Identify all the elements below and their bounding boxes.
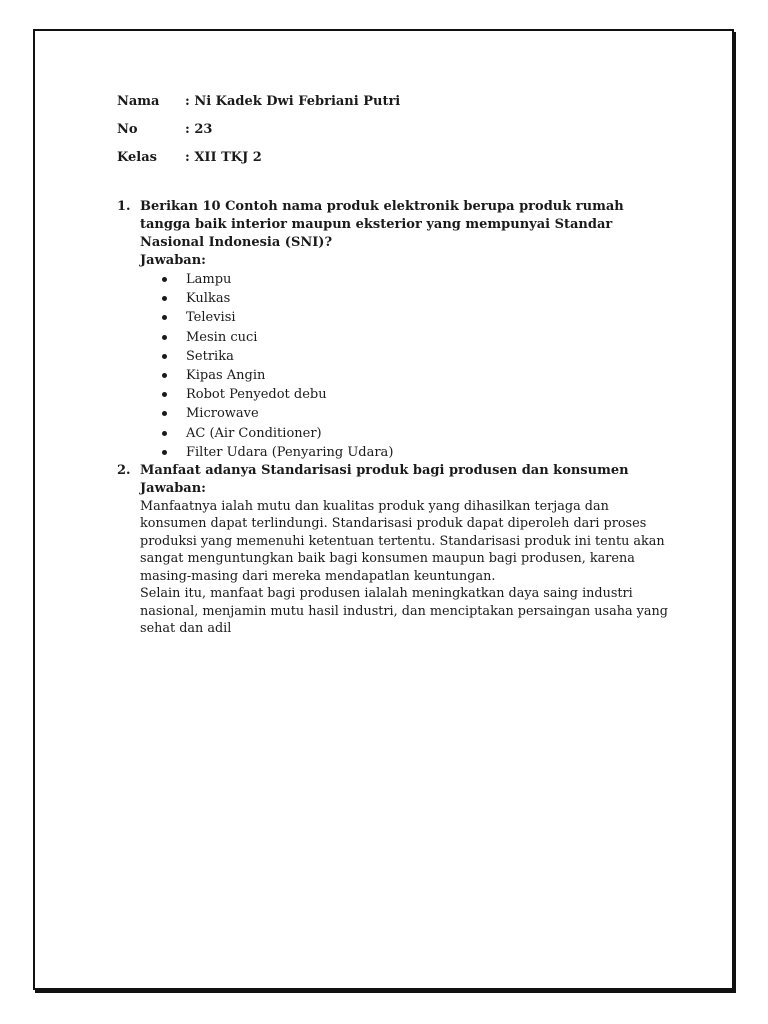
answer-paragraph: Manfaatnya ialah mutu dan kualitas produk yang dihasilkan terjaga dan konsumen dapat terlindungi. Standarisasi produk dapat diperoleh dari proses produksi yang memenuhi ketentuan tertentu. Standarisasi produk ini tentu akan sangat menguntungkan baik bagi konsumen maupun bagi produsen, karena masing-masing dari mereka mendapatlan keuntungan. bbox=[140, 498, 665, 584]
question-1 bbox=[117, 198, 677, 462]
list-item-text: Setrika bbox=[186, 348, 234, 364]
list-item bbox=[162, 424, 677, 443]
list-item-text: Microwave bbox=[186, 406, 259, 422]
bullet-icon bbox=[162, 335, 167, 340]
answer-label: Jawaban: bbox=[140, 480, 206, 496]
kelas-label: Kelas bbox=[117, 149, 157, 165]
list-item bbox=[162, 308, 677, 327]
list-item bbox=[162, 328, 677, 347]
list-item bbox=[162, 404, 677, 423]
list-item-text: Kipas Angin bbox=[186, 367, 266, 383]
list-item bbox=[162, 270, 677, 289]
list-item-text: Filter Udara (Penyaring Udara) bbox=[186, 444, 394, 460]
questions-section bbox=[117, 198, 677, 638]
nama-value: : Ni Kadek Dwi Febriani Putri bbox=[185, 93, 401, 109]
bullet-icon bbox=[162, 354, 167, 359]
answer-paragraph: Selain itu, manfaat bagi produsen ialalah meningkatkan daya saing industri nasional, menjamin mutu hasil industri, dan menciptakan persaingan usaha yang sehat dan adil bbox=[140, 586, 668, 637]
no-label: No bbox=[117, 121, 138, 137]
list-item-text: AC (Air Conditioner) bbox=[186, 425, 322, 441]
list-item bbox=[162, 366, 677, 385]
bullet-icon bbox=[162, 450, 167, 455]
list-item-text: Robot Penyedot debu bbox=[186, 387, 327, 403]
bullet-icon bbox=[162, 373, 167, 378]
info-row-kelas bbox=[117, 143, 400, 171]
list-item-text: Lampu bbox=[186, 272, 232, 287]
bullet-icon bbox=[162, 392, 167, 397]
kelas-value: : XII TKJ 2 bbox=[185, 149, 262, 165]
question-text: Manfaat adanya Standarisasi produk bagi produsen dan konsumen bbox=[140, 462, 629, 478]
bullet-icon bbox=[162, 431, 167, 436]
list-item bbox=[162, 289, 677, 308]
question-2 bbox=[117, 462, 677, 638]
bullet-icon bbox=[162, 296, 167, 301]
list-item-text: Kulkas bbox=[186, 291, 231, 307]
list-item-text: Mesin cuci bbox=[186, 329, 258, 345]
list-item bbox=[162, 385, 677, 404]
info-row-nama bbox=[117, 87, 400, 115]
list-item bbox=[162, 347, 677, 366]
answer-list bbox=[140, 270, 677, 462]
question-number: 2. bbox=[117, 462, 131, 478]
answer-label: Jawaban: bbox=[140, 253, 206, 268]
list-item-text: Televisi bbox=[186, 310, 236, 326]
info-row-no bbox=[117, 115, 400, 143]
bullet-icon bbox=[162, 315, 167, 320]
no-value: : 23 bbox=[185, 121, 213, 137]
bullet-icon bbox=[162, 411, 167, 416]
list-item bbox=[162, 443, 677, 462]
bullet-icon bbox=[162, 277, 167, 282]
student-info bbox=[117, 87, 400, 171]
nama-label: Nama bbox=[117, 93, 160, 109]
question-text: Berikan 10 Contoh nama produk elektronik berupa produk rumah tangga baik interior maupun eksterior yang mempunyai Standar Nasional Indonesia (SNI)? bbox=[140, 199, 624, 250]
question-number: 1. bbox=[117, 199, 131, 214]
